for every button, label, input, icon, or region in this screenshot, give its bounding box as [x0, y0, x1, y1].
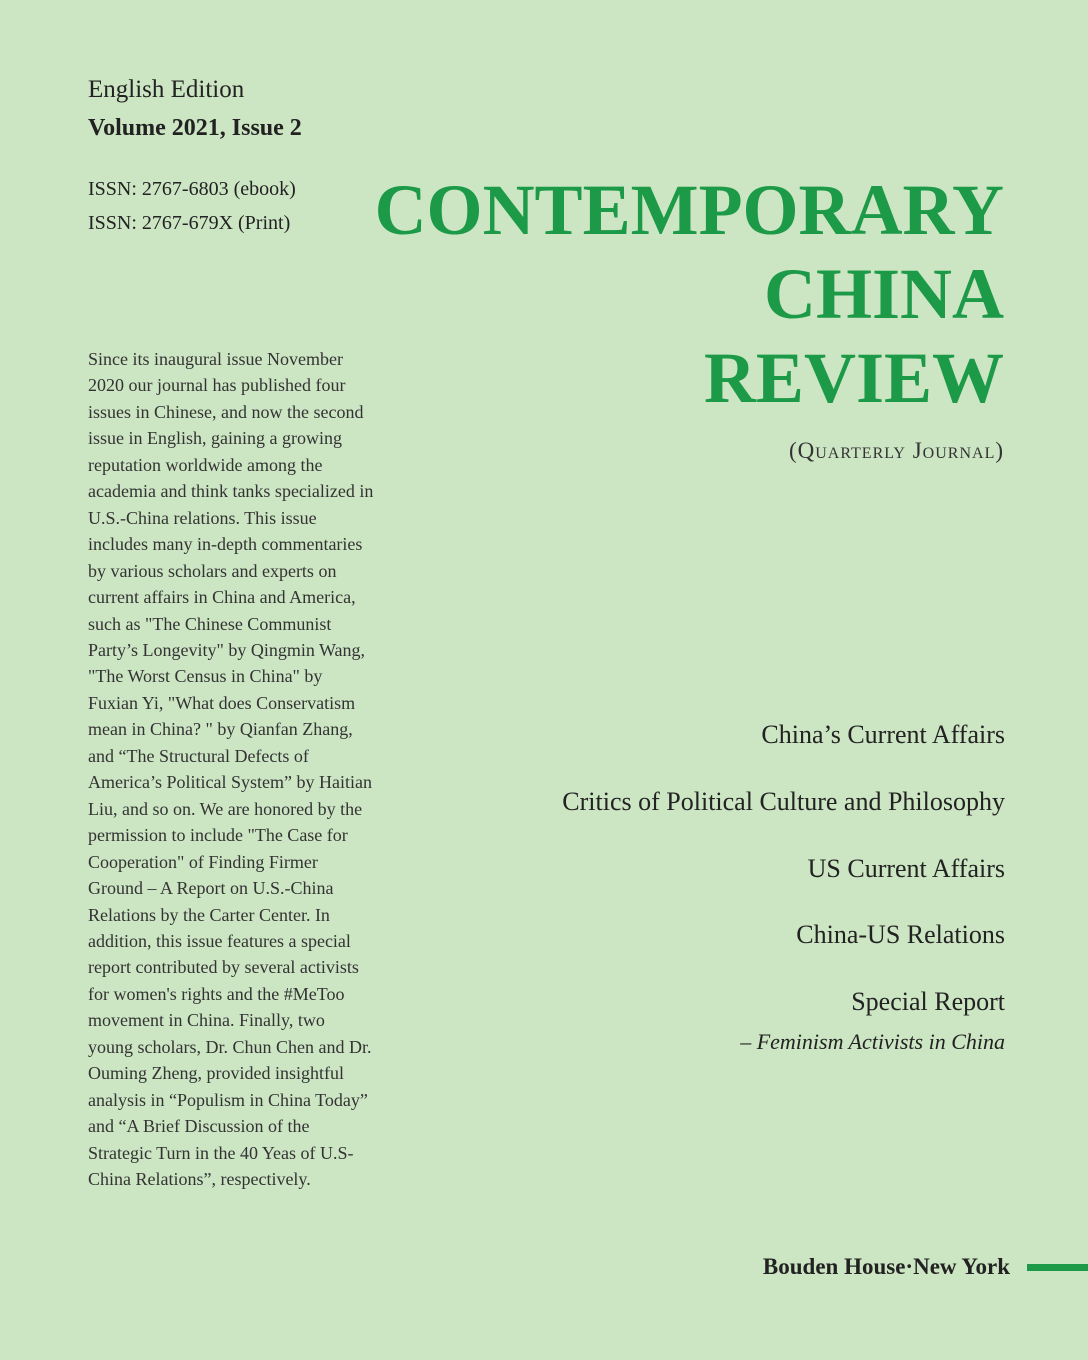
issn-ebook: ISSN: 2767-6803 (ebook)	[88, 178, 296, 200]
section-china-us-relations: China-US Relations	[796, 920, 1005, 950]
publisher-name: Bouden House·New York	[762, 1254, 1010, 1279]
title-line-review: REVIEW	[703, 338, 1004, 418]
journal-subtitle: (Quarterly Journal)	[788, 438, 1004, 463]
title-line-china: CHINA	[763, 254, 1004, 334]
edition-label: English Edition	[88, 76, 245, 103]
section-political-culture-philosophy: Critics of Political Culture and Philosophy	[562, 786, 1005, 816]
title-line-contemporary: CONTEMPORARY	[374, 170, 1004, 250]
issn-print: ISSN: 2767-679X (Print)	[88, 212, 291, 234]
journal-title	[375, 168, 1004, 420]
special-report-subtitle: – Feminism Activists in China	[740, 1029, 1005, 1054]
volume-issue: Volume 2021, Issue 2	[88, 115, 302, 141]
section-list	[562, 718, 1005, 1052]
section-us-current-affairs: US Current Affairs	[807, 853, 1005, 883]
issue-description: Since its inaugural issue November 2020 our journal has published four issues in Chinese, and now the second issue in English, gaining a growing reputation worldwide among the academia and think tanks specialized in U.S.-China relations. This issue includes many in-depth commentaries by various scholars and experts on current affairs in China and America, such as "The Chinese Communist Party’s Longevity" by Qingmin Wang, "The Worst Census in China" by Fuxian Yi, "What does Conservatism mean in China? " by Qianfan Zhang, and “The Structural Defects of America’s Political System” by Haitian Liu, and so on. We are honored by the permission to include "The Case for Cooperation" of Finding Firmer Ground – A Report on U.S.-China Relations by the Carter Center. In addition, this issue features a special report contributed by several activists for women's rights and the #MeToo movement in China. Finally, two young scholars, Dr. Chun Chen and Dr. Ouming Zheng, provided insightful analysis in “Populism in China Today” and “A Brief Discussion of the Strategic Turn in the 40 Yeas of U.S-China Relations”, respectively.	[88, 349, 374, 1190]
accent-bar	[1027, 1264, 1088, 1271]
section-china-current-affairs: China’s Current Affairs	[761, 720, 1005, 749]
section-special-report: Special Report	[851, 987, 1005, 1017]
